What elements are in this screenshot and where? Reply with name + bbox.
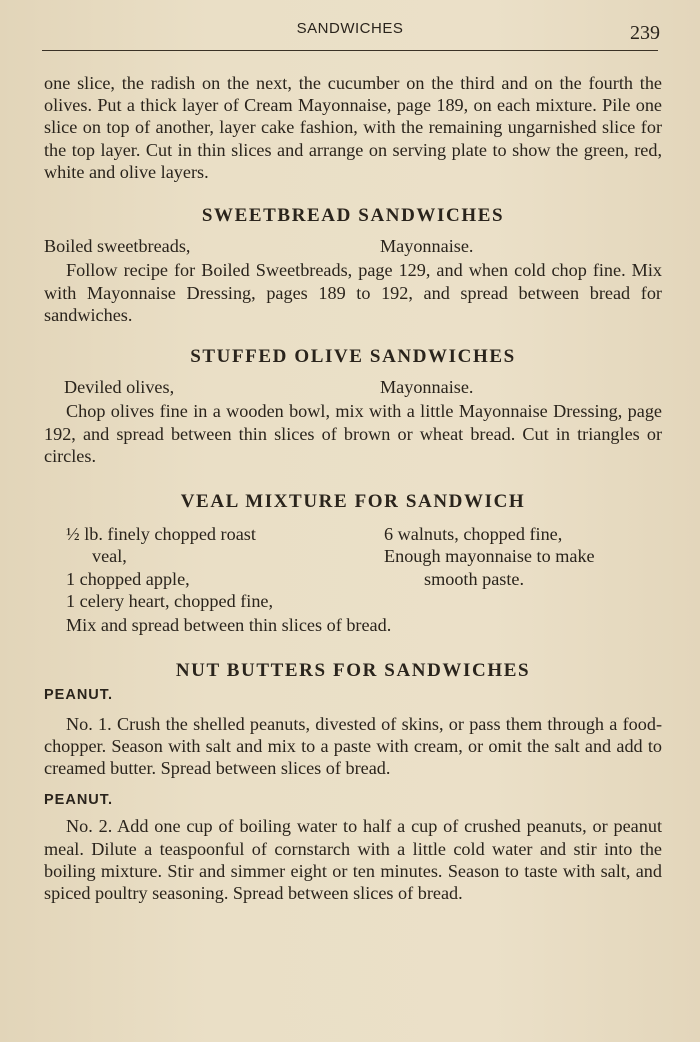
header-rule: [42, 50, 658, 51]
sweetbread-ingredients: [44, 235, 662, 257]
veal-directions: Mix and spread between thin slices of bread.: [66, 615, 392, 636]
veal-ingredient-mayonnaise: Enough mayonnaise to make: [384, 546, 595, 567]
veal-ingredient-roast-cont: veal,: [92, 546, 127, 567]
peanut-subheading-1: PEANUT.: [44, 687, 114, 704]
veal-title: VEAL MIXTURE FOR SANDWICH: [180, 491, 526, 513]
olive-ingredient-right: Mayonnaise.: [380, 377, 474, 398]
olive-title: STUFFED OLIVE SANDWICHES: [190, 346, 516, 368]
veal-ingredient-roast: ½ lb. finely chopped roast: [66, 524, 256, 545]
peanut-recipe-2: No. 2. Add one cup of boiling water to half a cup of crushed peanuts, or peanut meal. Dilute a teaspoonful of cornstarch with a little cold water and stir into the boiling mixture. Stir and simmer eight or ten minutes. Season to taste with salt, and spiced poultry seasoning. Spread between slices of bread.: [44, 816, 662, 904]
veal-ingredient-walnuts: 6 walnuts, chopped fine,: [384, 524, 563, 545]
olive-directions: Chop olives fine in a wooden bowl, mix with a little Mayonnaise Dressing, page 192, and spread between thin slices of brown or wheat bread. Cut in triangles or circles.: [44, 401, 662, 466]
peanut-recipe-1: No. 1. Crush the shelled peanuts, divested of skins, or pass them through a food-chopper. Season with salt and mix to a paste with cream, or omit the salt and add to creamed butter. Spread between slices of bread.: [44, 713, 662, 779]
sweetbread-title: SWEETBREAD SANDWICHES: [201, 205, 505, 227]
peanut-subheading-2: PEANUT.: [44, 792, 114, 809]
veal-ingredient-mayonnaise-cont: smooth paste.: [424, 568, 525, 589]
olive-ingredient-left: Deviled olives,: [64, 377, 175, 398]
veal-ingredients-right: [384, 523, 662, 612]
page-content: [44, 72, 662, 904]
veal-ingredient-apple: 1 chopped apple,: [66, 568, 190, 589]
sweetbread-ingredient-left: Boiled sweetbreads,: [44, 236, 191, 257]
page-number: 239: [630, 22, 660, 44]
veal-ingredients: [44, 523, 662, 612]
veal-ingredients-left: [66, 523, 384, 612]
running-title: SANDWICHES: [296, 20, 404, 37]
intro-continuation: one slice, the radish on the next, the cucumber on the third and on the fourth the olives. Put a thick layer of Cream Mayonnaise, page 189, on each mixture. Pile one slice on top of another, layer cake fashion, with the remaining ungarnished slice for the top layer. Cut in thin slices and arrange on serving plate to show the green, red, white and olive layers.: [44, 73, 662, 182]
olive-ingredients: [44, 376, 662, 398]
veal-ingredient-celery: 1 celery heart, chopped fine,: [66, 590, 274, 611]
running-head: [0, 20, 700, 54]
sweetbread-ingredient-right: Mayonnaise.: [380, 236, 474, 257]
nut-butters-title: NUT BUTTERS FOR SANDWICHES: [175, 660, 531, 682]
sweetbread-directions: Follow recipe for Boiled Sweetbreads, page 129, and when cold chop fine. Mix with Mayonnaise Dressing, pages 189 to 192, and spread between bread for sandwiches.: [44, 260, 662, 325]
